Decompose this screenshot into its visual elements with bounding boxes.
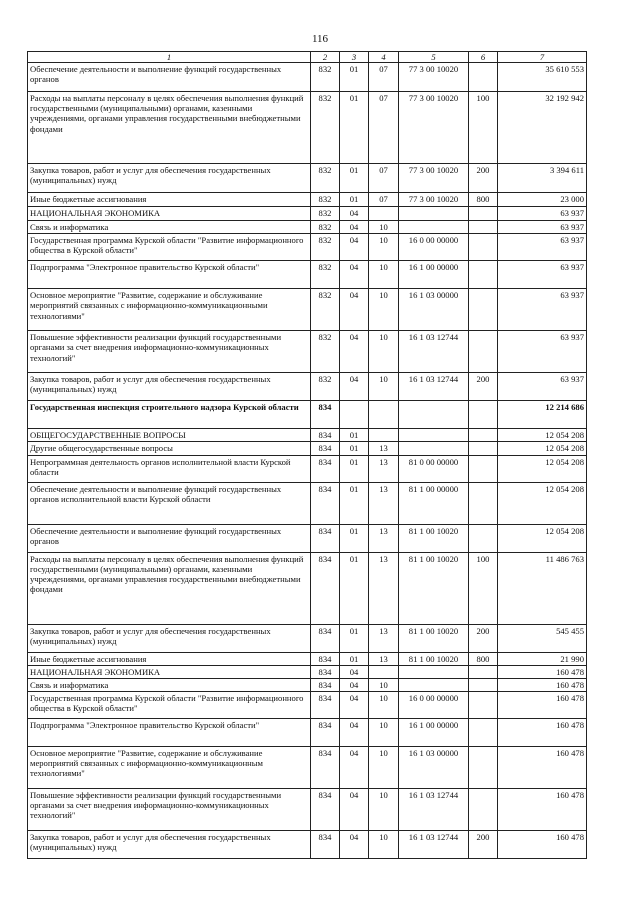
target-article-cell: 16 1 03 12744 bbox=[399, 373, 469, 401]
ved-code-cell: 834 bbox=[311, 482, 340, 524]
section-code-cell: 04 bbox=[340, 830, 369, 858]
table-row bbox=[28, 455, 587, 482]
target-article-cell: 16 1 03 12744 bbox=[399, 788, 469, 830]
section-code-cell bbox=[340, 401, 369, 429]
row-name-cell: Другие общегосударственные вопросы bbox=[28, 442, 311, 455]
amount-cell: 63 937 bbox=[498, 207, 587, 221]
ved-code-cell: 834 bbox=[311, 746, 340, 788]
subsection-code-cell: 10 bbox=[369, 331, 399, 373]
amount-cell: 63 937 bbox=[498, 221, 587, 234]
table-row bbox=[28, 524, 587, 552]
subsection-code-cell bbox=[369, 429, 399, 442]
row-name-cell: Государственная программа Курской области "Развитие информационного общества в Курской области" bbox=[28, 691, 311, 718]
expense-type-cell bbox=[469, 221, 498, 234]
ved-code-cell: 834 bbox=[311, 401, 340, 429]
expense-type-cell: 100 bbox=[469, 92, 498, 164]
row-name-cell: Обеспечение деятельности и выполнение функций государственных органов bbox=[28, 524, 311, 552]
row-name-cell: НАЦИОНАЛЬНАЯ ЭКОНОМИКА bbox=[28, 665, 311, 678]
target-article-cell: 16 1 03 12744 bbox=[399, 331, 469, 373]
amount-cell: 23 000 bbox=[498, 193, 587, 207]
row-name-cell: Обеспечение деятельности и выполнение функций государственных органов исполнительной власти Курской области bbox=[28, 482, 311, 524]
amount-cell: 11 486 763 bbox=[498, 552, 587, 624]
row-name-cell: Закупка товаров, работ и услуг для обеспечения государственных (муниципальных) нужд bbox=[28, 164, 311, 193]
expense-type-cell bbox=[469, 401, 498, 429]
table-row bbox=[28, 92, 587, 164]
subsection-code-cell: 13 bbox=[369, 652, 399, 665]
subsection-code-cell bbox=[369, 665, 399, 678]
row-name-cell: Закупка товаров, работ и услуг для обеспечения государственных (муниципальных) нужд bbox=[28, 624, 311, 652]
ved-code-cell: 834 bbox=[311, 678, 340, 691]
column-number: 4 bbox=[369, 52, 399, 63]
ved-code-cell: 834 bbox=[311, 691, 340, 718]
amount-cell: 160 478 bbox=[498, 718, 587, 746]
row-name-cell: Государственная инспекция строительного надзора Курской области bbox=[28, 401, 311, 429]
subsection-code-cell: 10 bbox=[369, 678, 399, 691]
expense-type-cell bbox=[469, 261, 498, 289]
amount-cell: 63 937 bbox=[498, 331, 587, 373]
amount-cell: 160 478 bbox=[498, 691, 587, 718]
subsection-code-cell: 10 bbox=[369, 746, 399, 788]
target-article-cell: 81 1 00 00000 bbox=[399, 482, 469, 524]
expense-type-cell bbox=[469, 678, 498, 691]
amount-cell: 12 054 208 bbox=[498, 482, 587, 524]
table-row bbox=[28, 289, 587, 331]
section-code-cell: 04 bbox=[340, 221, 369, 234]
expense-type-cell bbox=[469, 746, 498, 788]
ved-code-cell: 834 bbox=[311, 552, 340, 624]
subsection-code-cell: 07 bbox=[369, 193, 399, 207]
section-code-cell: 01 bbox=[340, 164, 369, 193]
section-code-cell: 04 bbox=[340, 373, 369, 401]
table-row bbox=[28, 691, 587, 718]
amount-cell: 160 478 bbox=[498, 746, 587, 788]
target-article-cell: 77 3 00 10020 bbox=[399, 193, 469, 207]
amount-cell: 63 937 bbox=[498, 234, 587, 261]
table-row bbox=[28, 164, 587, 193]
budget-table bbox=[27, 51, 587, 859]
target-article-cell: 77 3 00 10020 bbox=[399, 63, 469, 92]
row-name-cell: Иные бюджетные ассигнования bbox=[28, 652, 311, 665]
row-name-cell: Подпрограмма "Электронное правительство Курской области" bbox=[28, 261, 311, 289]
ved-code-cell: 832 bbox=[311, 221, 340, 234]
expense-type-cell bbox=[469, 691, 498, 718]
section-code-cell: 04 bbox=[340, 691, 369, 718]
amount-cell: 63 937 bbox=[498, 261, 587, 289]
expense-type-cell bbox=[469, 234, 498, 261]
column-number: 6 bbox=[469, 52, 498, 63]
ved-code-cell: 832 bbox=[311, 193, 340, 207]
subsection-code-cell: 10 bbox=[369, 373, 399, 401]
amount-cell: 35 610 553 bbox=[498, 63, 587, 92]
section-code-cell: 01 bbox=[340, 455, 369, 482]
row-name-cell: Закупка товаров, работ и услуг для обеспечения государственных (муниципальных) нужд bbox=[28, 830, 311, 858]
amount-cell: 12 214 686 bbox=[498, 401, 587, 429]
table-row bbox=[28, 207, 587, 221]
ved-code-cell: 834 bbox=[311, 830, 340, 858]
amount-cell: 12 054 208 bbox=[498, 429, 587, 442]
subsection-code-cell: 10 bbox=[369, 691, 399, 718]
target-article-cell bbox=[399, 665, 469, 678]
section-code-cell: 01 bbox=[340, 92, 369, 164]
table-row bbox=[28, 552, 587, 624]
column-number: 5 bbox=[399, 52, 469, 63]
subsection-code-cell: 10 bbox=[369, 221, 399, 234]
expense-type-cell bbox=[469, 429, 498, 442]
section-code-cell: 01 bbox=[340, 442, 369, 455]
table-row bbox=[28, 665, 587, 678]
row-name-cell: Связь и информатика bbox=[28, 221, 311, 234]
target-article-cell: 16 1 00 00000 bbox=[399, 718, 469, 746]
table-row bbox=[28, 373, 587, 401]
expense-type-cell: 800 bbox=[469, 652, 498, 665]
amount-cell: 160 478 bbox=[498, 830, 587, 858]
subsection-code-cell: 13 bbox=[369, 442, 399, 455]
subsection-code-cell: 07 bbox=[369, 92, 399, 164]
page-number: 116 bbox=[311, 33, 329, 45]
target-article-cell: 16 0 00 00000 bbox=[399, 691, 469, 718]
ved-code-cell: 834 bbox=[311, 624, 340, 652]
subsection-code-cell: 10 bbox=[369, 788, 399, 830]
ved-code-cell: 832 bbox=[311, 234, 340, 261]
expense-type-cell bbox=[469, 63, 498, 92]
expense-type-cell bbox=[469, 665, 498, 678]
row-name-cell: Государственная программа Курской области "Развитие информационного общества в Курской области" bbox=[28, 234, 311, 261]
target-article-cell: 16 0 00 00000 bbox=[399, 234, 469, 261]
expense-type-cell: 200 bbox=[469, 164, 498, 193]
table-row bbox=[28, 221, 587, 234]
table-row bbox=[28, 429, 587, 442]
table-row bbox=[28, 234, 587, 261]
ved-code-cell: 832 bbox=[311, 164, 340, 193]
target-article-cell bbox=[399, 207, 469, 221]
row-name-cell: Расходы на выплаты персоналу в целях обеспечения выполнения функций государственными (муниципальными) органами, казенными учреждениями, органами управления государственными внебюджетными фондами bbox=[28, 92, 311, 164]
amount-cell: 12 054 208 bbox=[498, 455, 587, 482]
amount-cell: 160 478 bbox=[498, 678, 587, 691]
section-code-cell: 01 bbox=[340, 552, 369, 624]
target-article-cell: 16 1 03 00000 bbox=[399, 746, 469, 788]
table-row bbox=[28, 63, 587, 92]
expense-type-cell: 200 bbox=[469, 624, 498, 652]
expense-type-cell: 800 bbox=[469, 193, 498, 207]
ved-code-cell: 834 bbox=[311, 524, 340, 552]
subsection-code-cell: 07 bbox=[369, 164, 399, 193]
subsection-code-cell: 13 bbox=[369, 524, 399, 552]
row-name-cell: Повышение эффективности реализации функций государственными органами за счет внедрения информационно-коммуникационных технологий" bbox=[28, 788, 311, 830]
table-row bbox=[28, 261, 587, 289]
ved-code-cell: 832 bbox=[311, 63, 340, 92]
table-row bbox=[28, 678, 587, 691]
ved-code-cell: 832 bbox=[311, 207, 340, 221]
table-row bbox=[28, 482, 587, 524]
expense-type-cell bbox=[469, 524, 498, 552]
section-code-cell: 04 bbox=[340, 788, 369, 830]
row-name-cell: Расходы на выплаты персоналу в целях обеспечения выполнения функций государственными (муниципальными) органами, казенными учреждениями, органами управления государственными внебюджетными фондами bbox=[28, 552, 311, 624]
expense-type-cell bbox=[469, 331, 498, 373]
target-article-cell: 81 1 00 10020 bbox=[399, 652, 469, 665]
expense-type-cell: 200 bbox=[469, 830, 498, 858]
column-number-row bbox=[28, 52, 587, 63]
section-code-cell: 04 bbox=[340, 665, 369, 678]
amount-cell: 63 937 bbox=[498, 289, 587, 331]
section-code-cell: 04 bbox=[340, 331, 369, 373]
expense-type-cell bbox=[469, 455, 498, 482]
row-name-cell: Непрограммная деятельность органов исполнительной власти Курской области bbox=[28, 455, 311, 482]
amount-cell: 3 394 611 bbox=[498, 164, 587, 193]
expense-type-cell bbox=[469, 482, 498, 524]
expense-type-cell bbox=[469, 788, 498, 830]
column-number: 7 bbox=[498, 52, 587, 63]
subsection-code-cell bbox=[369, 207, 399, 221]
ved-code-cell: 832 bbox=[311, 289, 340, 331]
ved-code-cell: 834 bbox=[311, 718, 340, 746]
target-article-cell: 81 1 00 10020 bbox=[399, 524, 469, 552]
section-code-cell: 04 bbox=[340, 718, 369, 746]
ved-code-cell: 834 bbox=[311, 429, 340, 442]
row-name-cell: ОБЩЕГОСУДАРСТВЕННЫЕ ВОПРОСЫ bbox=[28, 429, 311, 442]
target-article-cell: 16 1 03 12744 bbox=[399, 830, 469, 858]
expense-type-cell bbox=[469, 718, 498, 746]
ved-code-cell: 832 bbox=[311, 331, 340, 373]
ved-code-cell: 834 bbox=[311, 788, 340, 830]
amount-cell: 160 478 bbox=[498, 788, 587, 830]
table-row bbox=[28, 746, 587, 788]
target-article-cell bbox=[399, 442, 469, 455]
target-article-cell: 81 1 00 10020 bbox=[399, 624, 469, 652]
section-code-cell: 04 bbox=[340, 207, 369, 221]
row-name-cell: Основное мероприятие "Развитие, содержание и обслуживание мероприятий связанных с информационно-коммуникационным технологиями" bbox=[28, 746, 311, 788]
ved-code-cell: 834 bbox=[311, 665, 340, 678]
expense-type-cell bbox=[469, 207, 498, 221]
subsection-code-cell bbox=[369, 401, 399, 429]
ved-code-cell: 834 bbox=[311, 652, 340, 665]
expense-type-cell: 200 bbox=[469, 373, 498, 401]
table-row bbox=[28, 624, 587, 652]
section-code-cell: 01 bbox=[340, 652, 369, 665]
section-code-cell: 04 bbox=[340, 261, 369, 289]
section-code-cell: 01 bbox=[340, 482, 369, 524]
section-code-cell: 01 bbox=[340, 63, 369, 92]
target-article-cell: 77 3 00 10020 bbox=[399, 164, 469, 193]
expense-type-cell bbox=[469, 289, 498, 331]
target-article-cell: 77 3 00 10020 bbox=[399, 92, 469, 164]
amount-cell: 32 192 942 bbox=[498, 92, 587, 164]
table-row bbox=[28, 718, 587, 746]
expense-type-cell: 100 bbox=[469, 552, 498, 624]
subsection-code-cell: 10 bbox=[369, 261, 399, 289]
amount-cell: 12 054 208 bbox=[498, 524, 587, 552]
subsection-code-cell: 13 bbox=[369, 624, 399, 652]
amount-cell: 21 990 bbox=[498, 652, 587, 665]
table-row bbox=[28, 788, 587, 830]
section-code-cell: 04 bbox=[340, 234, 369, 261]
ved-code-cell: 832 bbox=[311, 261, 340, 289]
row-name-cell: Закупка товаров, работ и услуг для обеспечения государственных (муниципальных) нужд bbox=[28, 373, 311, 401]
target-article-cell: 16 1 03 00000 bbox=[399, 289, 469, 331]
ved-code-cell: 832 bbox=[311, 373, 340, 401]
target-article-cell: 81 0 00 00000 bbox=[399, 455, 469, 482]
column-number: 2 bbox=[311, 52, 340, 63]
expense-type-cell bbox=[469, 442, 498, 455]
subsection-code-cell: 13 bbox=[369, 552, 399, 624]
row-name-cell: Иные бюджетные ассигнования bbox=[28, 193, 311, 207]
section-code-cell: 01 bbox=[340, 524, 369, 552]
row-name-cell: Обеспечение деятельности и выполнение функций государственных органов bbox=[28, 63, 311, 92]
section-code-cell: 01 bbox=[340, 193, 369, 207]
subsection-code-cell: 10 bbox=[369, 830, 399, 858]
subsection-code-cell: 13 bbox=[369, 455, 399, 482]
table-row bbox=[28, 331, 587, 373]
row-name-cell: Подпрограмма "Электронное правительство Курской области" bbox=[28, 718, 311, 746]
column-number: 1 bbox=[28, 52, 311, 63]
amount-cell: 545 455 bbox=[498, 624, 587, 652]
amount-cell: 12 054 208 bbox=[498, 442, 587, 455]
subsection-code-cell: 07 bbox=[369, 63, 399, 92]
table-row bbox=[28, 193, 587, 207]
amount-cell: 63 937 bbox=[498, 373, 587, 401]
row-name-cell: Связь и информатика bbox=[28, 678, 311, 691]
section-code-cell: 04 bbox=[340, 289, 369, 331]
target-article-cell: 81 1 00 10020 bbox=[399, 552, 469, 624]
target-article-cell bbox=[399, 221, 469, 234]
target-article-cell bbox=[399, 429, 469, 442]
row-name-cell: Повышение эффективности реализации функций государственными органами за счет внедрения информационно-коммуникационных технологий" bbox=[28, 331, 311, 373]
table-row bbox=[28, 830, 587, 858]
ved-code-cell: 834 bbox=[311, 442, 340, 455]
subsection-code-cell: 10 bbox=[369, 289, 399, 331]
amount-cell: 160 478 bbox=[498, 665, 587, 678]
row-name-cell: Основное мероприятие "Развитие, содержание и обслуживание мероприятий связанных с информационно-коммуникационными технологиями" bbox=[28, 289, 311, 331]
section-code-cell: 01 bbox=[340, 624, 369, 652]
table-row bbox=[28, 652, 587, 665]
section-code-cell: 01 bbox=[340, 429, 369, 442]
section-code-cell: 04 bbox=[340, 746, 369, 788]
subsection-code-cell: 13 bbox=[369, 482, 399, 524]
column-number: 3 bbox=[340, 52, 369, 63]
table-row bbox=[28, 442, 587, 455]
target-article-cell bbox=[399, 401, 469, 429]
subsection-code-cell: 10 bbox=[369, 718, 399, 746]
row-name-cell: НАЦИОНАЛЬНАЯ ЭКОНОМИКА bbox=[28, 207, 311, 221]
table-row bbox=[28, 401, 587, 429]
target-article-cell: 16 1 00 00000 bbox=[399, 261, 469, 289]
ved-code-cell: 832 bbox=[311, 92, 340, 164]
target-article-cell bbox=[399, 678, 469, 691]
ved-code-cell: 834 bbox=[311, 455, 340, 482]
section-code-cell: 04 bbox=[340, 678, 369, 691]
subsection-code-cell: 10 bbox=[369, 234, 399, 261]
